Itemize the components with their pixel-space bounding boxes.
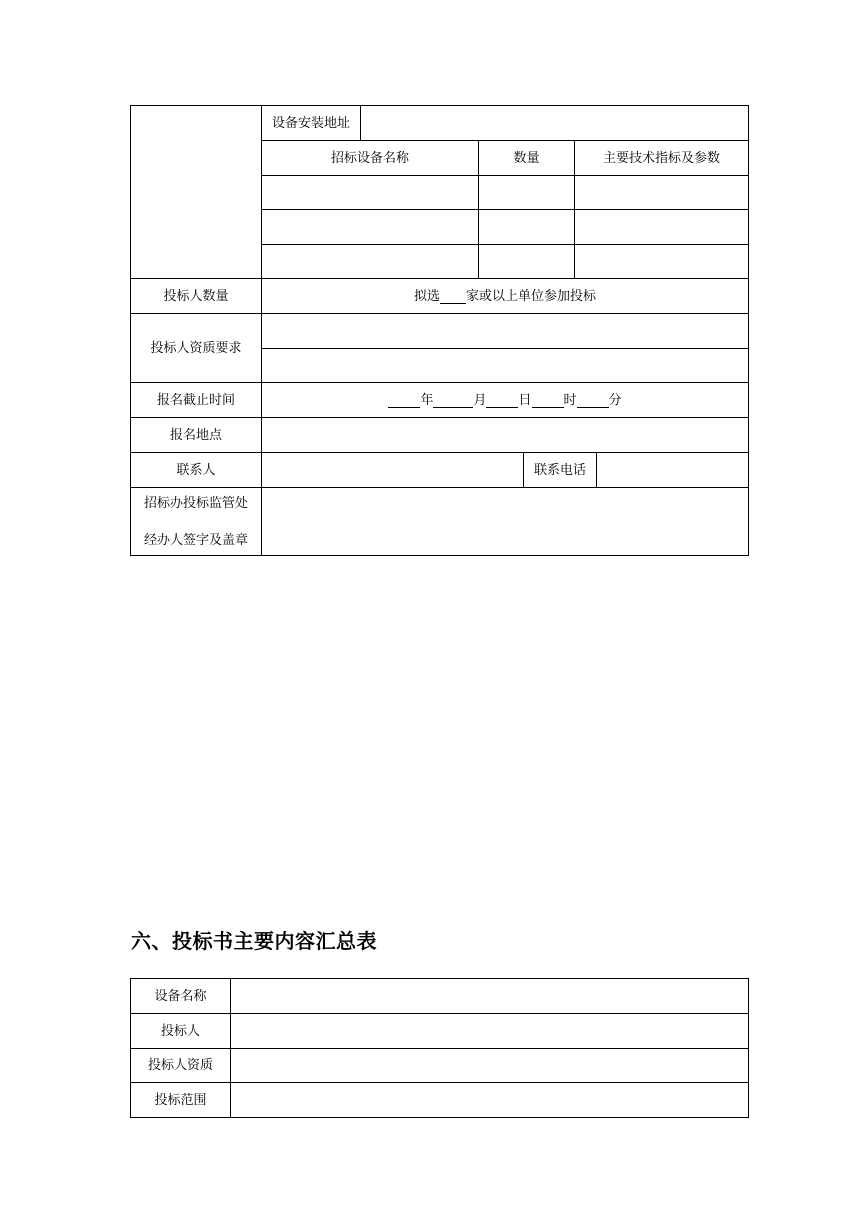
deadline-hour-unit: 时	[563, 392, 577, 408]
equipment-name-header: 招标设备名称	[261, 140, 479, 176]
summary-row-field-qualification[interactable]	[230, 1048, 749, 1083]
deadline-day-unit: 日	[518, 392, 532, 408]
signature-label-line1: 招标办投标监管处	[143, 495, 248, 511]
qualification-label: 投标人资质要求	[130, 313, 262, 383]
summary-row-field-bidder[interactable]	[230, 1013, 749, 1049]
equipment-name-cell[interactable]	[261, 209, 479, 245]
deadline-month-unit: 月	[473, 392, 487, 408]
install-address-label: 设备安装地址	[261, 105, 361, 141]
quantity-cell[interactable]	[478, 244, 575, 279]
phone-field[interactable]	[596, 452, 749, 488]
deadline-minute-unit: 分	[608, 392, 622, 408]
bidder-count-text-before: 拟选	[413, 288, 440, 304]
quantity-cell[interactable]	[478, 175, 575, 210]
signature-label	[130, 487, 262, 556]
qualification-field-1[interactable]	[261, 313, 749, 349]
deadline-year-blank[interactable]	[388, 393, 420, 408]
location-label: 报名地点	[130, 417, 262, 453]
tech-params-cell[interactable]	[574, 244, 749, 279]
phone-label: 联系电话	[523, 452, 597, 488]
summary-row-label-qualification: 投标人资质	[130, 1048, 231, 1083]
deadline-month-blank[interactable]	[433, 393, 473, 408]
deadline-minute-blank[interactable]	[577, 393, 609, 408]
deadline-label: 报名截止时间	[130, 382, 262, 418]
tech-params-cell[interactable]	[574, 209, 749, 245]
contact-field[interactable]	[261, 452, 524, 488]
bidder-count-label: 投标人数量	[130, 278, 262, 314]
deadline-field[interactable]	[261, 382, 749, 418]
summary-row-label-equipment: 设备名称	[130, 978, 231, 1014]
equipment-name-cell[interactable]	[261, 244, 479, 279]
qualification-field-2[interactable]	[261, 348, 749, 383]
summary-row-field-equipment[interactable]	[230, 978, 749, 1014]
install-address-field[interactable]	[360, 105, 749, 141]
signature-label-line2: 经办人签字及盖章	[143, 532, 248, 548]
section-heading: 六、投标书主要内容汇总表	[131, 929, 377, 953]
empty-left-cell	[130, 105, 262, 279]
location-field[interactable]	[261, 417, 749, 453]
deadline-hour-blank[interactable]	[532, 393, 564, 408]
quantity-header: 数量	[478, 140, 575, 176]
deadline-year-unit: 年	[420, 392, 434, 408]
summary-row-field-scope[interactable]	[230, 1082, 749, 1118]
signature-field[interactable]	[261, 487, 749, 556]
contact-label: 联系人	[130, 452, 262, 488]
quantity-cell[interactable]	[478, 209, 575, 245]
bidder-count-field[interactable]	[261, 278, 749, 314]
equipment-name-cell[interactable]	[261, 175, 479, 210]
summary-row-label-bidder: 投标人	[130, 1013, 231, 1049]
tech-params-header: 主要技术指标及参数	[574, 140, 749, 176]
deadline-day-blank[interactable]	[486, 393, 518, 408]
bidder-count-text-after: 家或以上单位参加投标	[466, 288, 597, 304]
bidder-count-blank[interactable]	[440, 289, 466, 304]
summary-row-label-scope: 投标范围	[130, 1082, 231, 1118]
tech-params-cell[interactable]	[574, 175, 749, 210]
